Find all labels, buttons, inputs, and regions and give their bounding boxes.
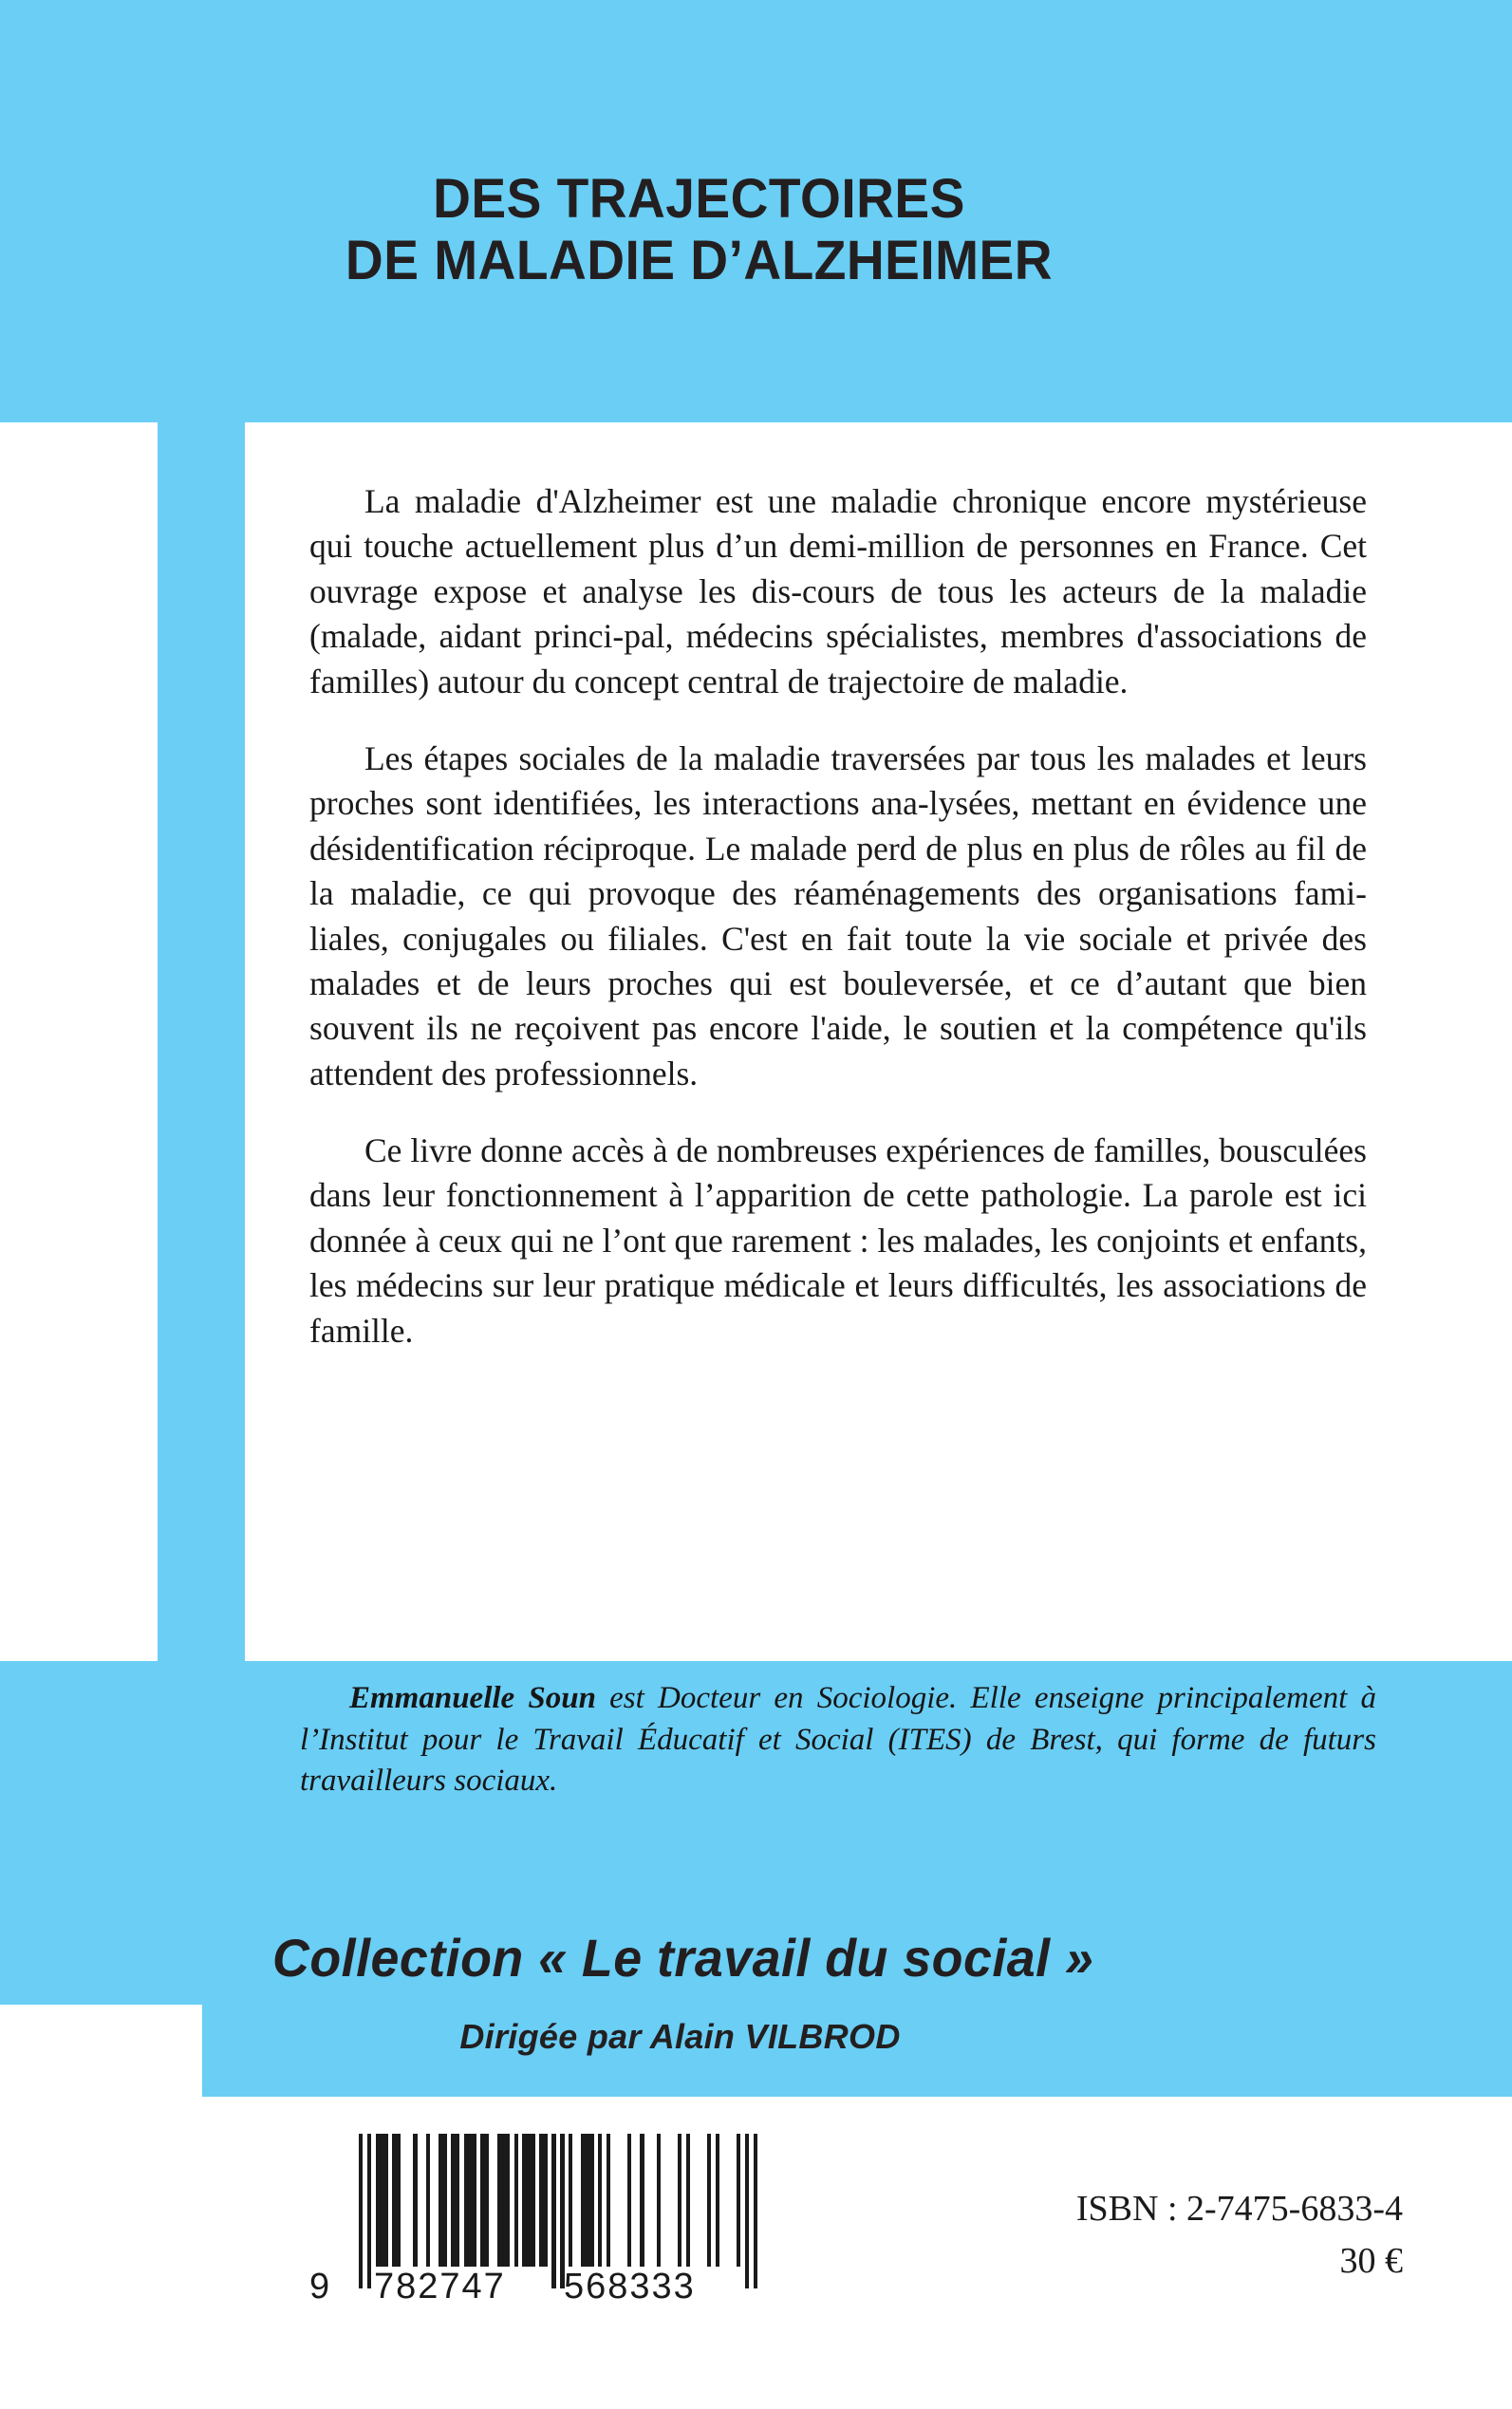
author-bio-text: est Docteur en Sociologie. Elle enseigne principalement à l’Institut pour le Travail Éducatif et Social (ITES) de Brest, qui forme de futurs travailleurs sociaux. bbox=[300, 1681, 1376, 1799]
barcode-left-group: 782747 bbox=[374, 2267, 506, 2306]
blurb-panel bbox=[245, 422, 1431, 1661]
isbn-text: ISBN : 2-7475-6833-4 bbox=[1075, 2189, 1403, 2229]
isbn-block bbox=[1076, 2183, 1403, 2288]
title-line-1: DES TRAJECTOIRES bbox=[433, 168, 965, 230]
left-blue-stripe bbox=[158, 422, 245, 1661]
barcode-bars bbox=[359, 2134, 757, 2267]
blurb-paragraph-1: La maladie d'Alzheimer est une maladie chronique encore mystérieuse qui touche actuellement plus d’un demi-million de personnes en France. Cet ouvrage expose et analyse les dis-cours de tous les acteurs de la maladie (malade, aidant princi-pal, médecins spécialistes, membres d'associations de familles) autour du concept central de trajectoire de maladie. bbox=[309, 482, 1367, 700]
page-title bbox=[0, 169, 1512, 292]
barcode-lead-digit: 9 bbox=[309, 2267, 332, 2306]
blurb-paragraph-2: Les étapes sociales de la maladie traversées par tous les malades et leurs proches sont identifiées, les interactions ana-lysées, mettant en évidence une désidentification réciproque. Le malade perd de plus en plus de rôles au fil de la maladie, ce qui provoque des réaménagements des organisations fami-liales, conjugales ou filiales. C'est en fait toute la vie sociale et privée des malades et de leurs proches qui est bouleversée, et ce d’autant que bien souvent ils ne reçoivent pas encore l'aide, le soutien et la compétence qu'ils attendent des professionnels. bbox=[309, 738, 1367, 1092]
title-line-2: DE MALADIE D’ALZHEIMER bbox=[345, 229, 1054, 291]
collection-title: Collection « Le travail du social » bbox=[272, 1928, 1094, 1988]
price-text: 30 € bbox=[1339, 2241, 1403, 2282]
barcode-digits bbox=[306, 2267, 761, 2305]
collection-subtitle: Dirigée par Alain VILBROD bbox=[459, 2017, 901, 2056]
author-name: Emmanuelle Soun bbox=[349, 1681, 596, 1715]
barcode bbox=[306, 2134, 761, 2305]
author-bio bbox=[245, 1678, 1431, 1802]
blurb-paragraph-3: Ce livre donne accès à de nombreuses expériences de familles, bousculées dans leur fonctionnement à l’apparition de cette pathologie. La parole est ici donnée à ceux qui ne l’ont que rarement : les malades, les conjoints et enfants, les médecins sur leur pratique médicale et leurs difficultés, les associations de famille. bbox=[309, 1131, 1367, 1350]
barcode-right-group: 568333 bbox=[564, 2267, 696, 2306]
